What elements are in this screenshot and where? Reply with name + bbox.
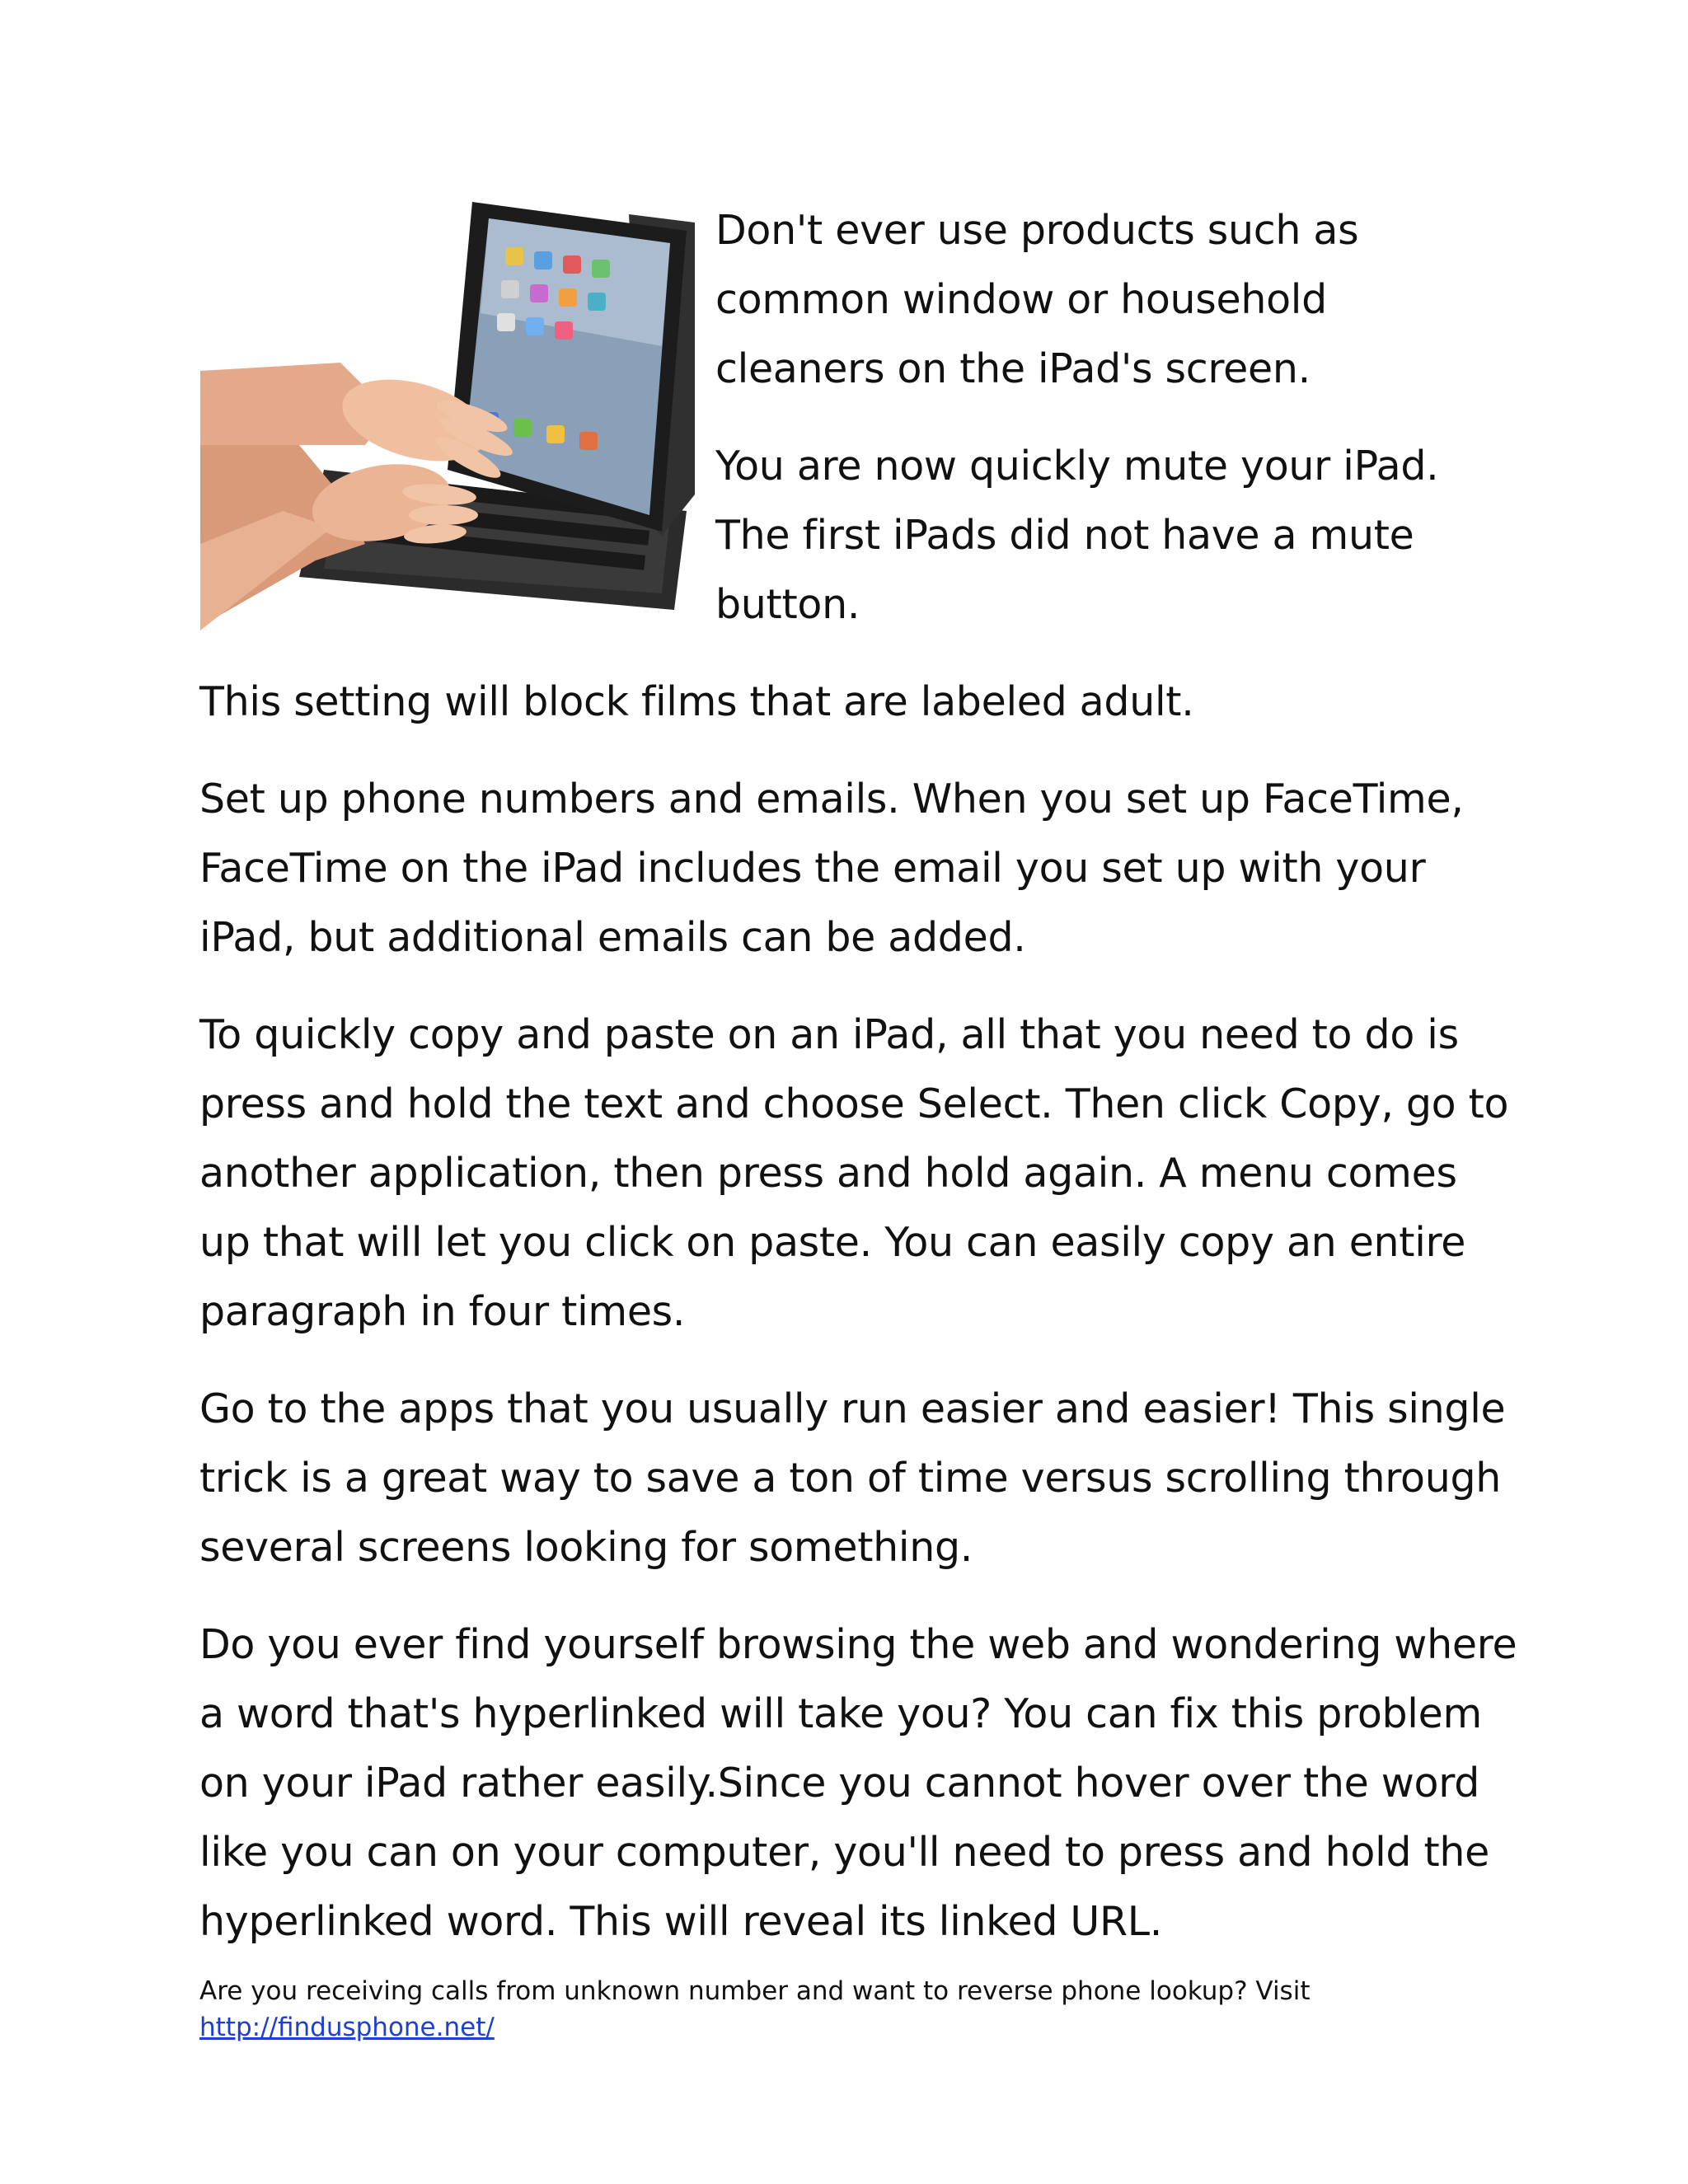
footer-link[interactable]: http://findusphone.net/: [199, 2013, 495, 2042]
ipad-keyboard-photo: [200, 198, 695, 630]
paragraph: This setting will block films that are labeled adult.: [199, 678, 1194, 725]
footer-text: Are you receiving calls from unknown number and want to reverse phone lookup? Visit: [199, 1976, 1311, 2006]
paragraph: You are now quickly mute your iPad. The first iPads did not have a mute button.: [715, 443, 1439, 628]
side-text-block: [715, 196, 1507, 668]
paragraph: Go to the apps that you usually run easier and easier! This single trick is a great way to save a ton of time versus scrolling through several screens looking for something.: [199, 1385, 1506, 1571]
paragraph: To quickly copy and paste on an iPad, all that you need to do is press and hold the text and choose Select. Then click Copy, go to another application, then press and hold again. A menu comes up that will let you click on paste. You can easily copy an entire paragraph in four times.: [199, 1011, 1509, 1335]
footer-note: [199, 1973, 1601, 2046]
paragraph: Set up phone numbers and emails. When you set up FaceTime, FaceTime on the iPad includes the email you set up with your iPad, but additional emails can be added.: [199, 776, 1464, 961]
paragraph: Do you ever find yourself browsing the web and wondering where a word that's hyperlinked will take you? You can fix this problem on your iPad rather easily.Since you cannot hover over the word like you can on your computer, you'll need to press and hold the hyperlinked word. This will reveal its linked URL.: [199, 1621, 1517, 1945]
body-text-block: [199, 668, 1518, 1985]
paragraph: Don't ever use products such as common window or household cleaners on the iPad's screen.: [715, 207, 1359, 392]
